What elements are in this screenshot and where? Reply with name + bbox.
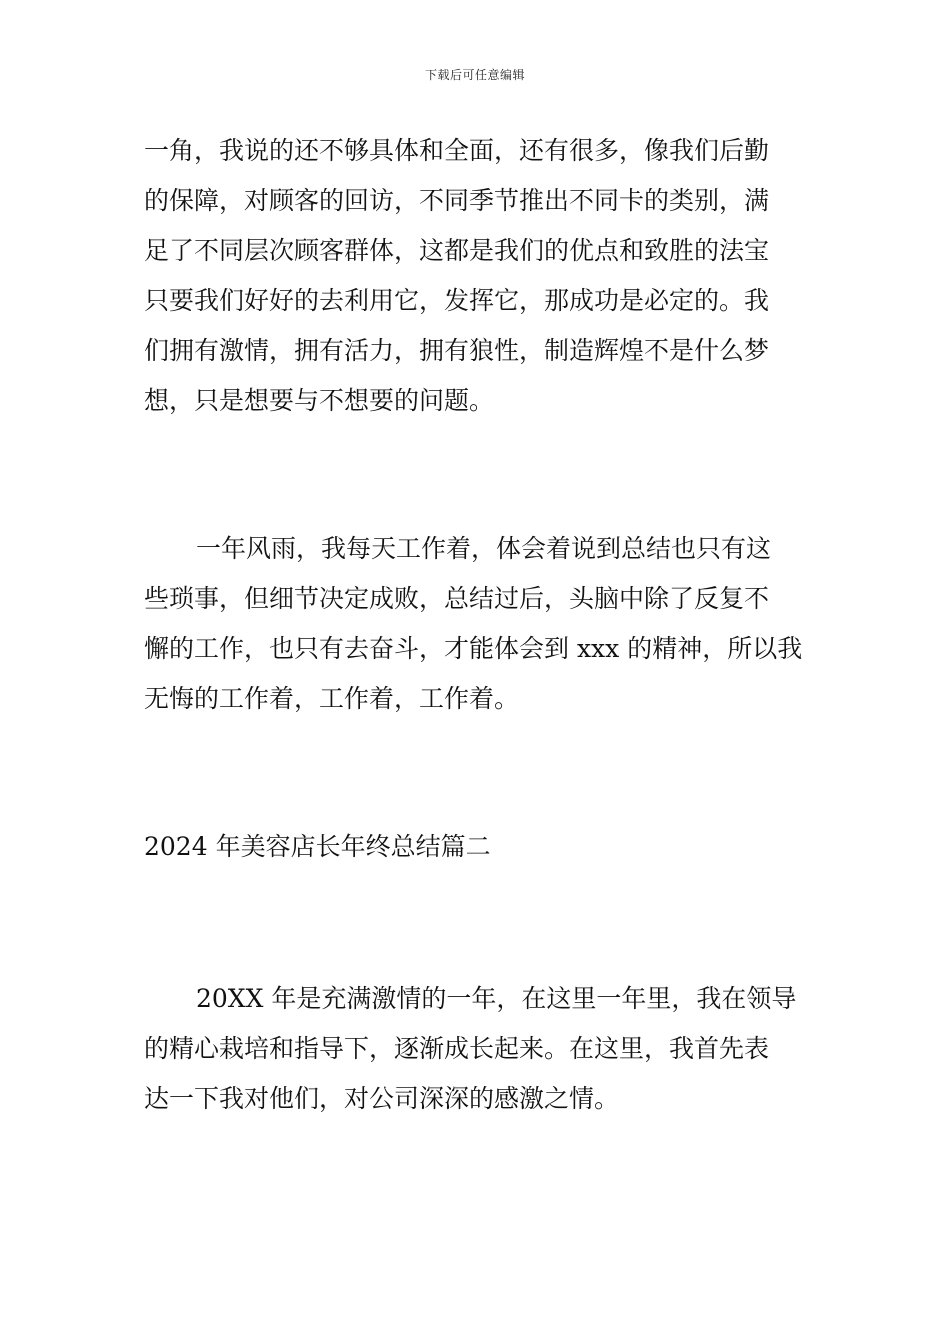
- paragraph-line: 的保障，对顾客的回访，不同季节推出不同卡的类别，满: [144, 186, 770, 215]
- paragraph-line: 只要我们好好的去利用它，发挥它，那成功是必定的。我: [144, 286, 770, 315]
- paragraph-line: 想，只是想要与不想要的问题。: [144, 386, 495, 415]
- section-heading: 2024 年美容店长年终总结篇二: [144, 832, 491, 861]
- paragraph-line: 足了不同层次顾客群体，这都是我们的优点和致胜的法宝: [144, 236, 770, 265]
- paragraph-line: 20XX 年是充满激情的一年，在这里一年里，我在领导: [196, 984, 797, 1013]
- paragraph-line: 达一下我对他们，对公司深深的感激之情。: [144, 1084, 620, 1113]
- paragraph-line: 些琐事，但细节决定成败，总结过后，头脑中除了反复不: [144, 584, 770, 613]
- paragraph-line: 们拥有激情，拥有活力，拥有狼性，制造辉煌不是什么梦: [144, 336, 770, 365]
- paragraph-line: 一角，我说的还不够具体和全面，还有很多，像我们后勤: [144, 136, 770, 165]
- paragraph-line: 懈的工作，也只有去奋斗，才能体会到 xxx 的精神，所以我: [144, 634, 803, 663]
- page-header: 下载后可任意编辑: [424, 68, 525, 82]
- paragraph-line: 一年风雨，我每天工作着，体会着说到总结也只有这: [196, 534, 772, 563]
- paragraph-line: 的精心栽培和指导下，逐渐成长起来。在这里，我首先表: [144, 1034, 770, 1063]
- paragraph-line: 无悔的工作着，工作着，工作着。: [144, 684, 520, 713]
